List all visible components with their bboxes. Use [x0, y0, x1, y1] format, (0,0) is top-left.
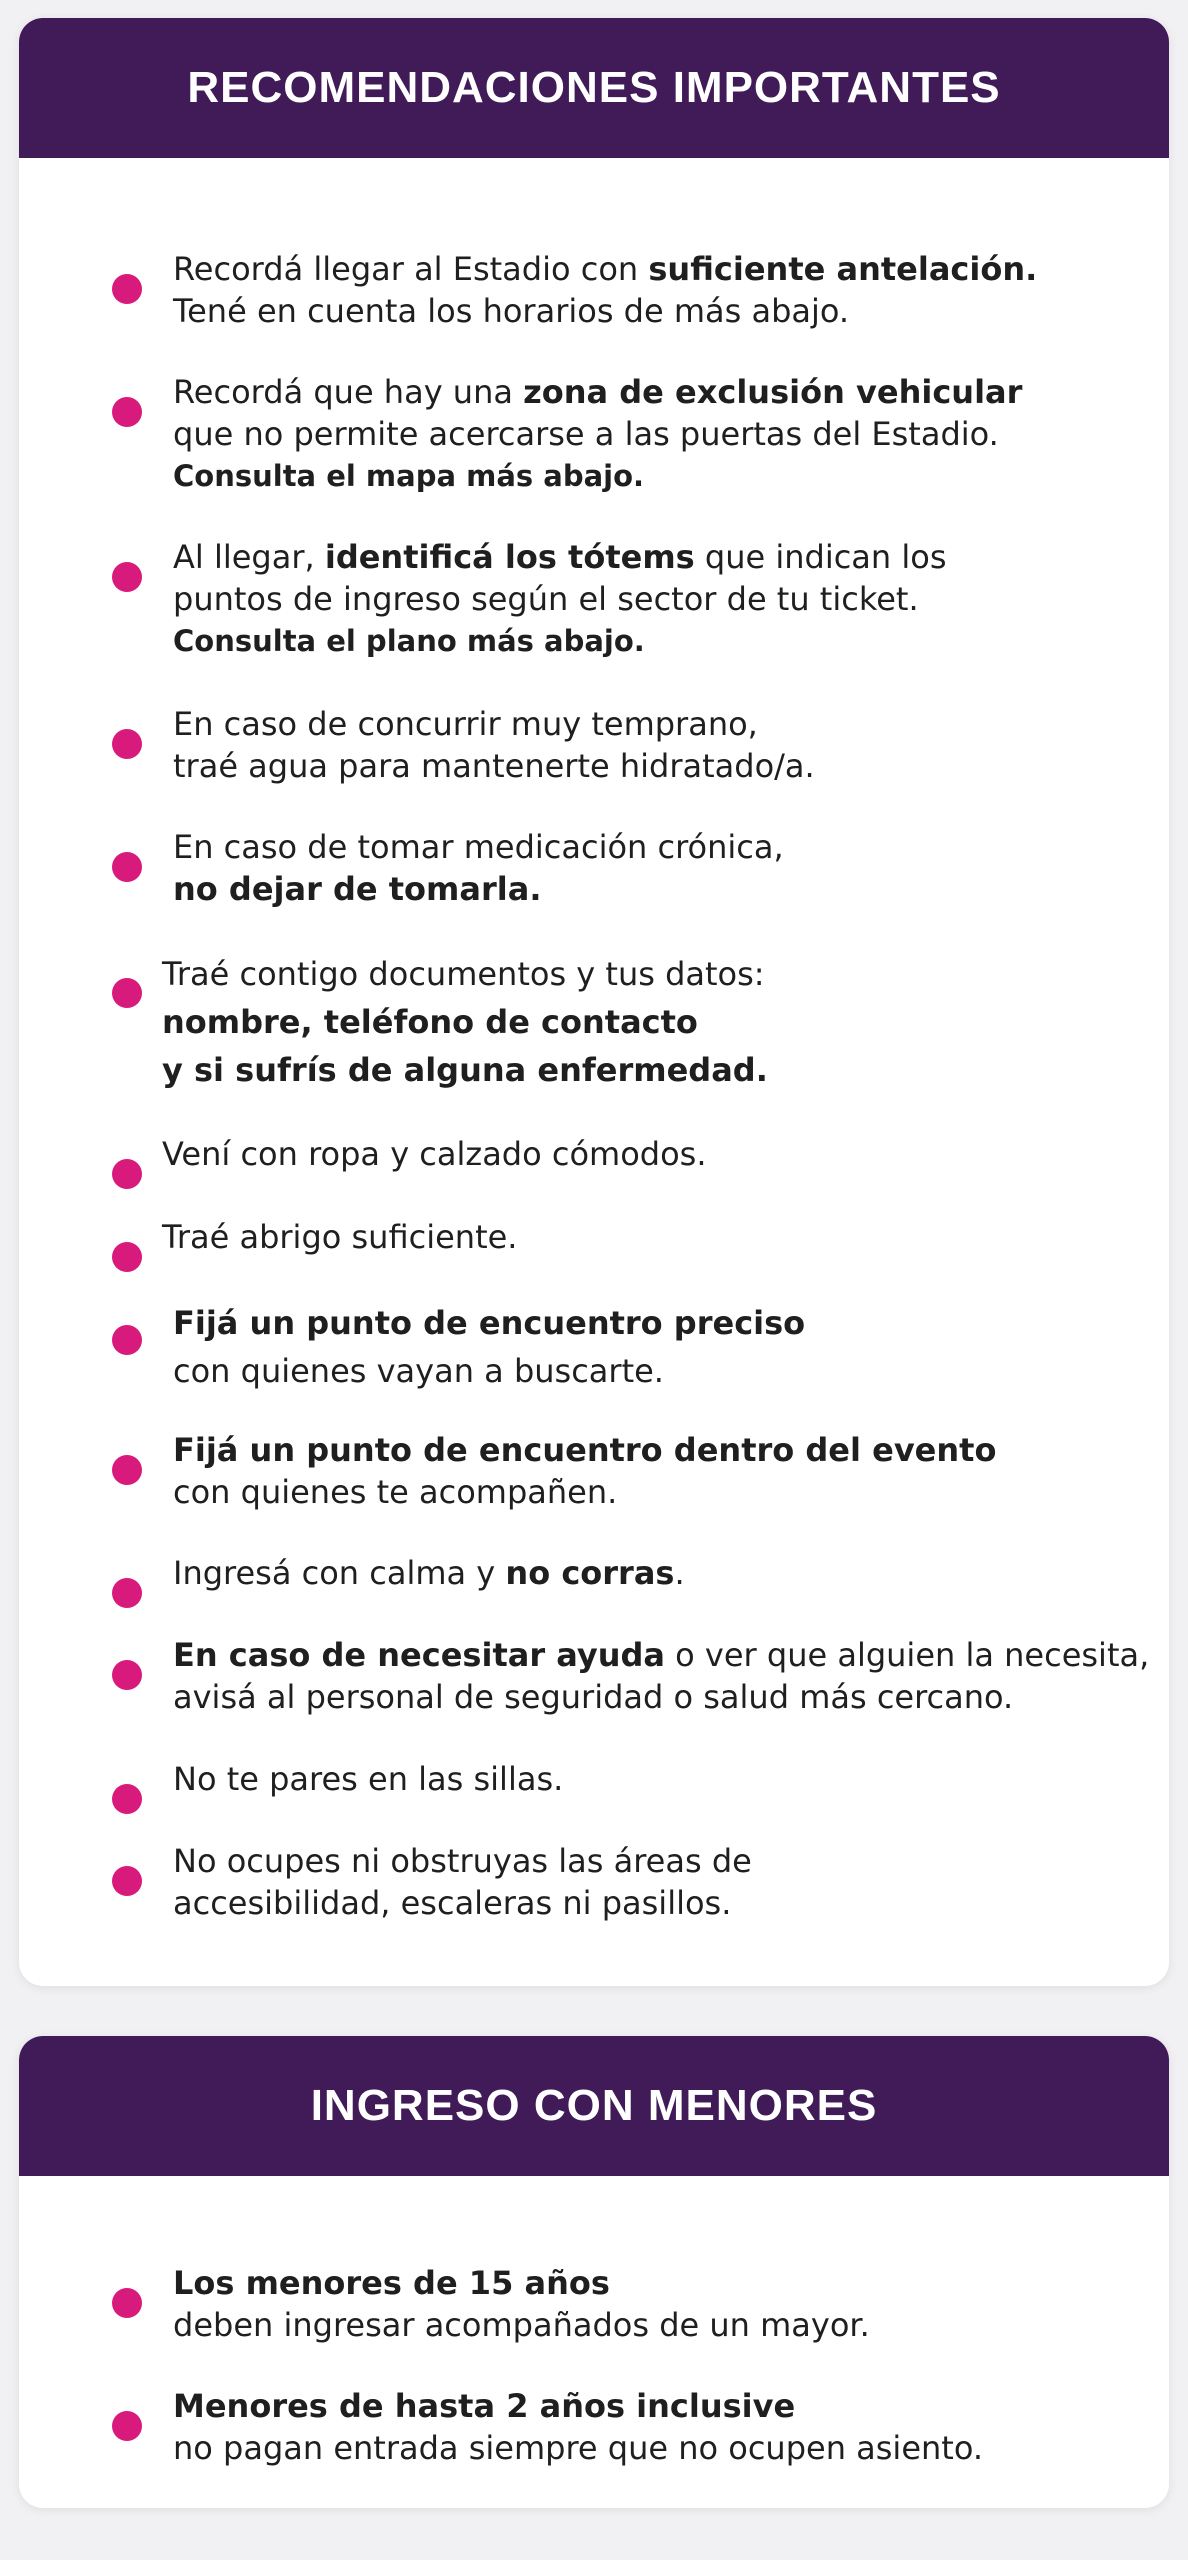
bullet-icon [112, 1578, 142, 1608]
bullet-icon [112, 1159, 142, 1189]
list-item-text [162, 1216, 517, 1258]
list-item-text [162, 950, 768, 1094]
recommendations-card [19, 18, 1169, 1986]
bullet-icon [112, 1325, 142, 1355]
item-text: con quienes vayan a buscarte. [173, 1352, 664, 1390]
item-text-bold: no dejar de tomarla. [173, 870, 542, 908]
item-text-bold: En caso de necesitar ayuda [173, 1636, 665, 1674]
list-item-text [173, 1429, 996, 1513]
list-item-text [173, 1634, 1149, 1718]
item-text-bold: Fijá un punto de encuentro dentro del evento [173, 1431, 997, 1469]
item-text-bold: identificá los tótems [324, 538, 695, 576]
bullet-icon [112, 978, 142, 1008]
item-text: puntos de ingreso según el sector de tu ticket. [173, 580, 919, 618]
recommendations-header [19, 18, 1169, 158]
item-text: En caso de concurrir muy temprano, [173, 705, 758, 743]
bullet-icon [112, 1660, 142, 1690]
bullet-icon [112, 1784, 142, 1814]
list-item-text [173, 826, 784, 910]
minors-card [19, 2036, 1169, 2508]
list-item-text [173, 2262, 870, 2346]
item-text: traé agua para mantenerte hidratado/a. [173, 747, 815, 785]
list-item-text [173, 536, 947, 662]
bullet-icon [112, 274, 142, 304]
item-text: con quienes te acompañen. [173, 1473, 618, 1511]
item-text-bold: suficiente antelación. [648, 250, 1038, 288]
item-text: Traé contigo documentos y tus datos: [162, 955, 765, 993]
item-text: Ingresá con calma y [173, 1554, 506, 1592]
item-text-bold: no corras [505, 1554, 675, 1592]
item-text: accesibilidad, escaleras ni pasillos. [173, 1884, 732, 1922]
list-item-text [173, 2385, 983, 2469]
item-text: que indican los [694, 538, 947, 576]
item-text: Vení con ropa y calzado cómodos. [162, 1135, 707, 1173]
item-text-bold: y si sufrís de alguna enfermedad. [162, 1051, 768, 1089]
list-item-text [173, 703, 815, 787]
item-text-bold: Consulta el plano más abajo. [173, 624, 645, 658]
list-item-text [162, 1133, 707, 1175]
item-text-bold: Los menores de 15 años [173, 2264, 610, 2302]
list-item-text [173, 1552, 685, 1594]
item-text-bold: Consulta el mapa más abajo. [173, 459, 645, 493]
item-text: No ocupes ni obstruyas las áreas de [173, 1842, 752, 1880]
item-text: En caso de tomar medicación crónica, [173, 828, 784, 866]
bullet-icon [112, 852, 142, 882]
item-text: que no permite acercarse a las puertas del Estadio. [173, 415, 999, 453]
list-item-text [173, 248, 1037, 332]
list-item-text [173, 1758, 563, 1800]
bullet-icon [112, 1242, 142, 1272]
bullet-icon [112, 1866, 142, 1896]
bullet-icon [112, 1455, 142, 1485]
list-item-text [173, 1840, 752, 1924]
bullet-icon [112, 2288, 142, 2318]
bullet-icon [112, 562, 142, 592]
item-text: no pagan entrada siempre que no ocupen asiento. [173, 2429, 984, 2467]
item-text: . [674, 1554, 685, 1592]
bullet-icon [112, 397, 142, 427]
item-text-bold: Fijá un punto de encuentro preciso [173, 1304, 806, 1342]
list-item-text [173, 371, 1022, 497]
item-text-bold: nombre, teléfono de contacto [162, 1003, 698, 1041]
minors-header [19, 2036, 1169, 2176]
item-text: o ver que alguien la necesita, [665, 1636, 1150, 1674]
bullet-icon [112, 2411, 142, 2441]
item-text: avisá al personal de seguridad o salud más cercano. [173, 1678, 1014, 1716]
item-text: deben ingresar acompañados de un mayor. [173, 2306, 870, 2344]
item-text-bold: Menores de hasta 2 años inclusive [173, 2387, 796, 2425]
item-text: Tené en cuenta los horarios de más abajo. [173, 292, 850, 330]
minors-title: INGRESO CON MENORES [310, 2081, 878, 2130]
item-text: Recordá que hay una [173, 373, 524, 411]
bullet-icon [112, 729, 142, 759]
item-text: No te pares en las sillas. [173, 1760, 564, 1798]
list-item-text [173, 1299, 805, 1395]
item-text-bold: zona de exclusión vehicular [523, 373, 1023, 411]
item-text: Recordá llegar al Estadio con [173, 250, 649, 288]
item-text: Traé abrigo suficiente. [162, 1218, 518, 1256]
item-text: Al llegar, [173, 538, 325, 576]
recommendations-title: RECOMENDACIONES IMPORTANTES [187, 63, 1001, 112]
